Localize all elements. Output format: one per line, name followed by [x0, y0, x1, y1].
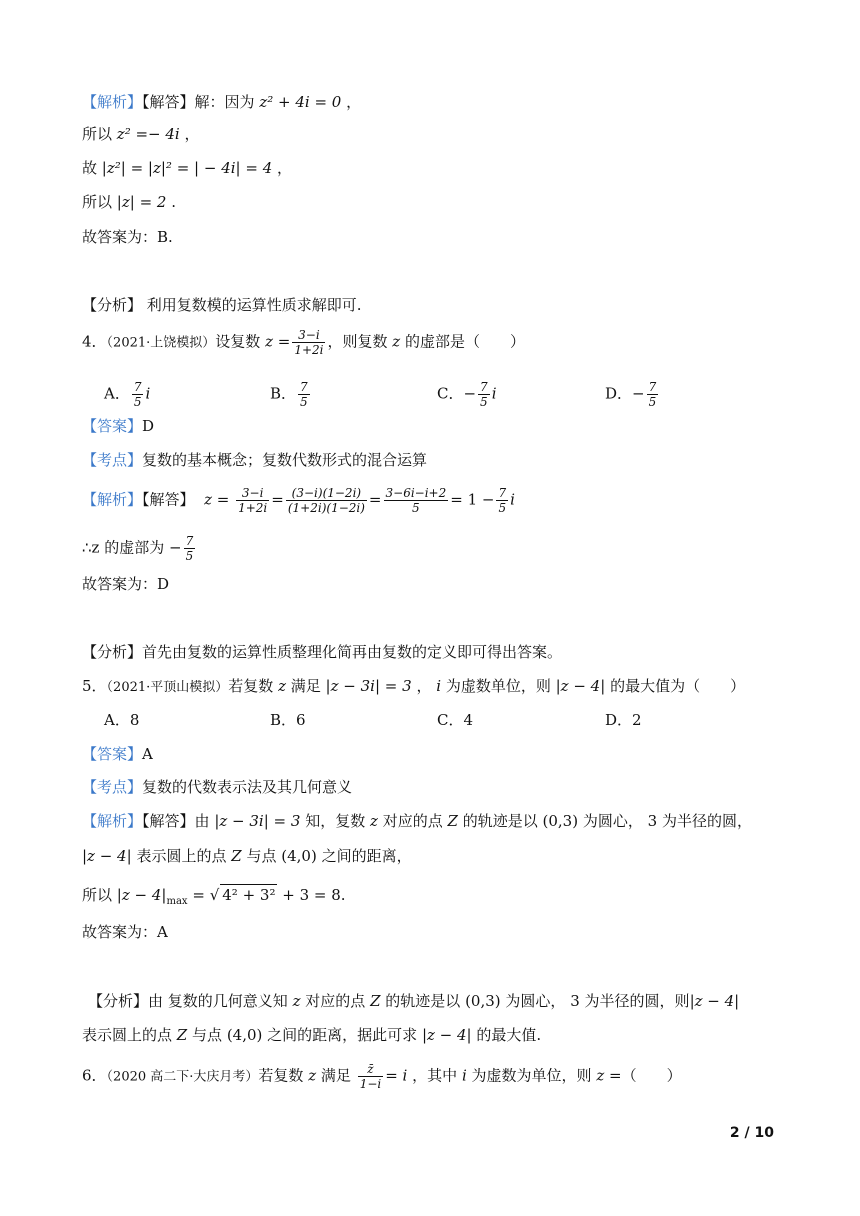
solution-5-line-1: 【解析】【解答】由 |z − 3i| = 3 知，复数 z 对应的点 Z 的轨迹是以 (0,3) 为圆心， 3 为半径的圆， [82, 812, 752, 830]
answer-line-5: 故答案为：A [82, 923, 168, 941]
solution-line-4: 所以 |z| = 2 . [82, 193, 177, 211]
solution-line-2: 所以 z² =− 4i ， [82, 125, 200, 143]
option-c: C．− $\frac{7}{5}$ i [437, 380, 497, 409]
solution-4: 【解析】【解答】 z = $\frac{3-i}{1+2i}$ = $\frac{(3-i)(1-2i)}{(1+2i)(1-2i)}$ = $\frac{3-6i-i+2}{5}$ = 1 − $\frac{7}{5}$ i [82, 486, 515, 515]
answer-4: 【答案】D [82, 417, 155, 435]
analysis-5-line-1: 【分析】由 复数的几何意义知 z 对应的点 Z 的轨迹是以 (0,3) 为圆心， 3 为半径的圆，则|z − 4| [88, 992, 740, 1010]
option-a: A．8 [104, 711, 140, 729]
option-b: B．6 [270, 711, 306, 729]
analysis-4: 【分析】首先由复数的运算性质整理化简再由复数的定义即可得出答案。 [82, 643, 563, 661]
solution-line-1: 【解析】【解答】解：因为 z² + 4i = 0 ， [82, 93, 362, 111]
option-d: D．2 [605, 711, 642, 729]
tag-analysis: 【解析】 [82, 93, 143, 111]
option-a: A． $\frac{7}{5}$ i [104, 380, 151, 409]
answer-line-4: 故答案为：D [82, 575, 170, 593]
fraction: $\frac{3-i}{1+2i}$ [294, 328, 324, 357]
option-c: C．4 [437, 711, 474, 729]
imag-part-line: ∴z 的虚部为 − $\frac{7}{5}$ [82, 534, 194, 563]
answer-5: 【答案】A [82, 745, 153, 763]
analysis-5-line-2: 表示圆上的点 Z 与点 (4,0) 之间的距离，据此可求 |z − 4| 的最大值. [82, 1026, 542, 1044]
keypoint-4: 【考点】复数的基本概念；复数代数形式的混合运算 [82, 451, 428, 469]
answer-line: 故答案为：B. [82, 228, 173, 246]
question-6: 6．（2020 高二下·大庆月考）若复数 z 满足 $\frac{z̄}{1-i}$ = i ，其中 i 为虚数为单位，则 z =（ ） [82, 1062, 682, 1091]
solution-5-line-2: |z − 4| 表示圆上的点 Z 与点 (4,0) 之间的距离， [82, 847, 412, 865]
option-d: D．− $\frac{7}{5}$ [605, 380, 657, 409]
page-number: 2 / 10 [729, 1125, 774, 1141]
keypoint-5: 【考点】复数的代数表示法及其几何意义 [82, 778, 353, 796]
option-b: B． $\frac{7}{5}$ [270, 380, 308, 409]
solution-line-3: 故 |z²| = |z|² = | − 4i| = 4 ， [82, 159, 293, 177]
analysis-line: 【分析】 利用复数模的运算性质求解即可. [82, 296, 362, 314]
question-5: 5．（2021·平顶山模拟）若复数 z 满足 |z − 3i| = 3 ， i 为虚数单位，则 |z − 4| 的最大值为（ ） [82, 677, 746, 695]
question-4: 4．（2021·上饶模拟）设复数 z = $\frac{3-i}{1+2i}$ ，则复数 z 的虚部是（ ） [82, 328, 525, 357]
solution-5-line-3: 所以 $|z - 4|_{max}$ = √ 4² + 3² + 3 = 8. [82, 886, 346, 907]
